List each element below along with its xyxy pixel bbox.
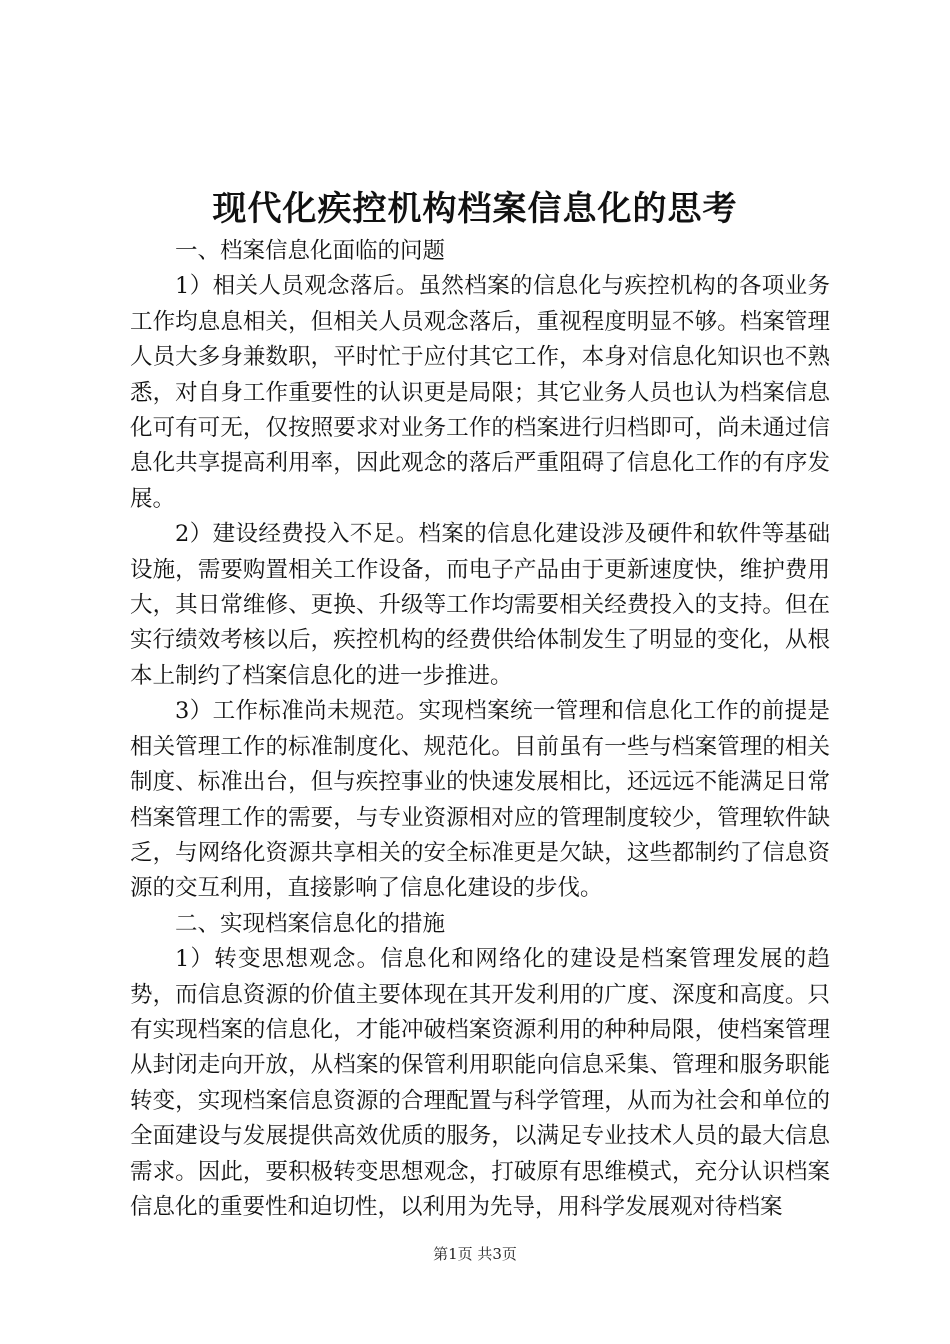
paragraph-measure-1: 1）转变思想观念。信息化和网络化的建设是档案管理发展的趋势，而信息资源的价值主要体现在其开发利用的广度、深度和高度。只有实现档案的信息化，才能冲破档案资源利用的种种局限，使档案管理从封闭走向开放，从档案的保管利用职能向信息采集、管理和服务职能转变，实现档案信息资源的合理配置与科学管理，从而为社会和单位的全面建设与发展提供高效优质的服务，以满足专业技术人员的最大信息需求。因此，要积极转变思想观念，打破原有思维模式，充分认识档案信息化的重要性和迫切性，以利用为先导，用科学发展观对待档案 [130, 946, 830, 1220]
document-title: 现代化疾控机构档案信息化的思考 [212, 189, 738, 229]
section-heading-problems: 一、档案信息化面临的问题 [175, 238, 446, 264]
document-body [130, 234, 830, 1225]
section-heading-measures: 二、实现档案信息化的措施 [175, 910, 446, 937]
page-footer: 第1页 共3页 [433, 1245, 517, 1263]
paragraph-problem-2: 2）建设经费投入不足。档案的信息化建设涉及硬件和软件等基础设施，需要购置相关工作设备，而电子产品由于更新速度快，维护费用大，其日常维修、更换、升级等工作均需要相关经费投入的支持。但在实行绩效考核以后，疾控机构的经费供给体制发生了明显的变化，从根本上制约了档案信息化的进一步推进。 [130, 521, 830, 689]
paragraph-problem-3: 3）工作标准尚未规范。实现档案统一管理和信息化工作的前提是相关管理工作的标准制度化、规范化。目前虽有一些与档案管理的相关制度、标准出台，但与疾控事业的快速发展相比，还远远不能满足日常档案管理工作的需要，与专业资源相对应的管理制度较少，管理软件缺乏，与网络化资源共享相关的安全标准更是欠缺，这些都制约了信息资源的交互利用，直接影响了信息化建设的步伐。 [130, 698, 830, 902]
paragraph-problem-1: 1）相关人员观念落后。虽然档案的信息化与疾控机构的各项业务工作均息息相关，但相关人员观念落后，重视程度明显不够。档案管理人员大多身兼数职，平时忙于应付其它工作，本身对信息化知识也不熟悉，对自身工作重要性的认识更是局限；其它业务人员也认为档案信息化可有可无，仅按照要求对业务工作的档案进行归档即可，尚未通过信息化共享提高利用率，因此观念的落后严重阻碍了信息化工作的有序发展。 [130, 273, 830, 512]
